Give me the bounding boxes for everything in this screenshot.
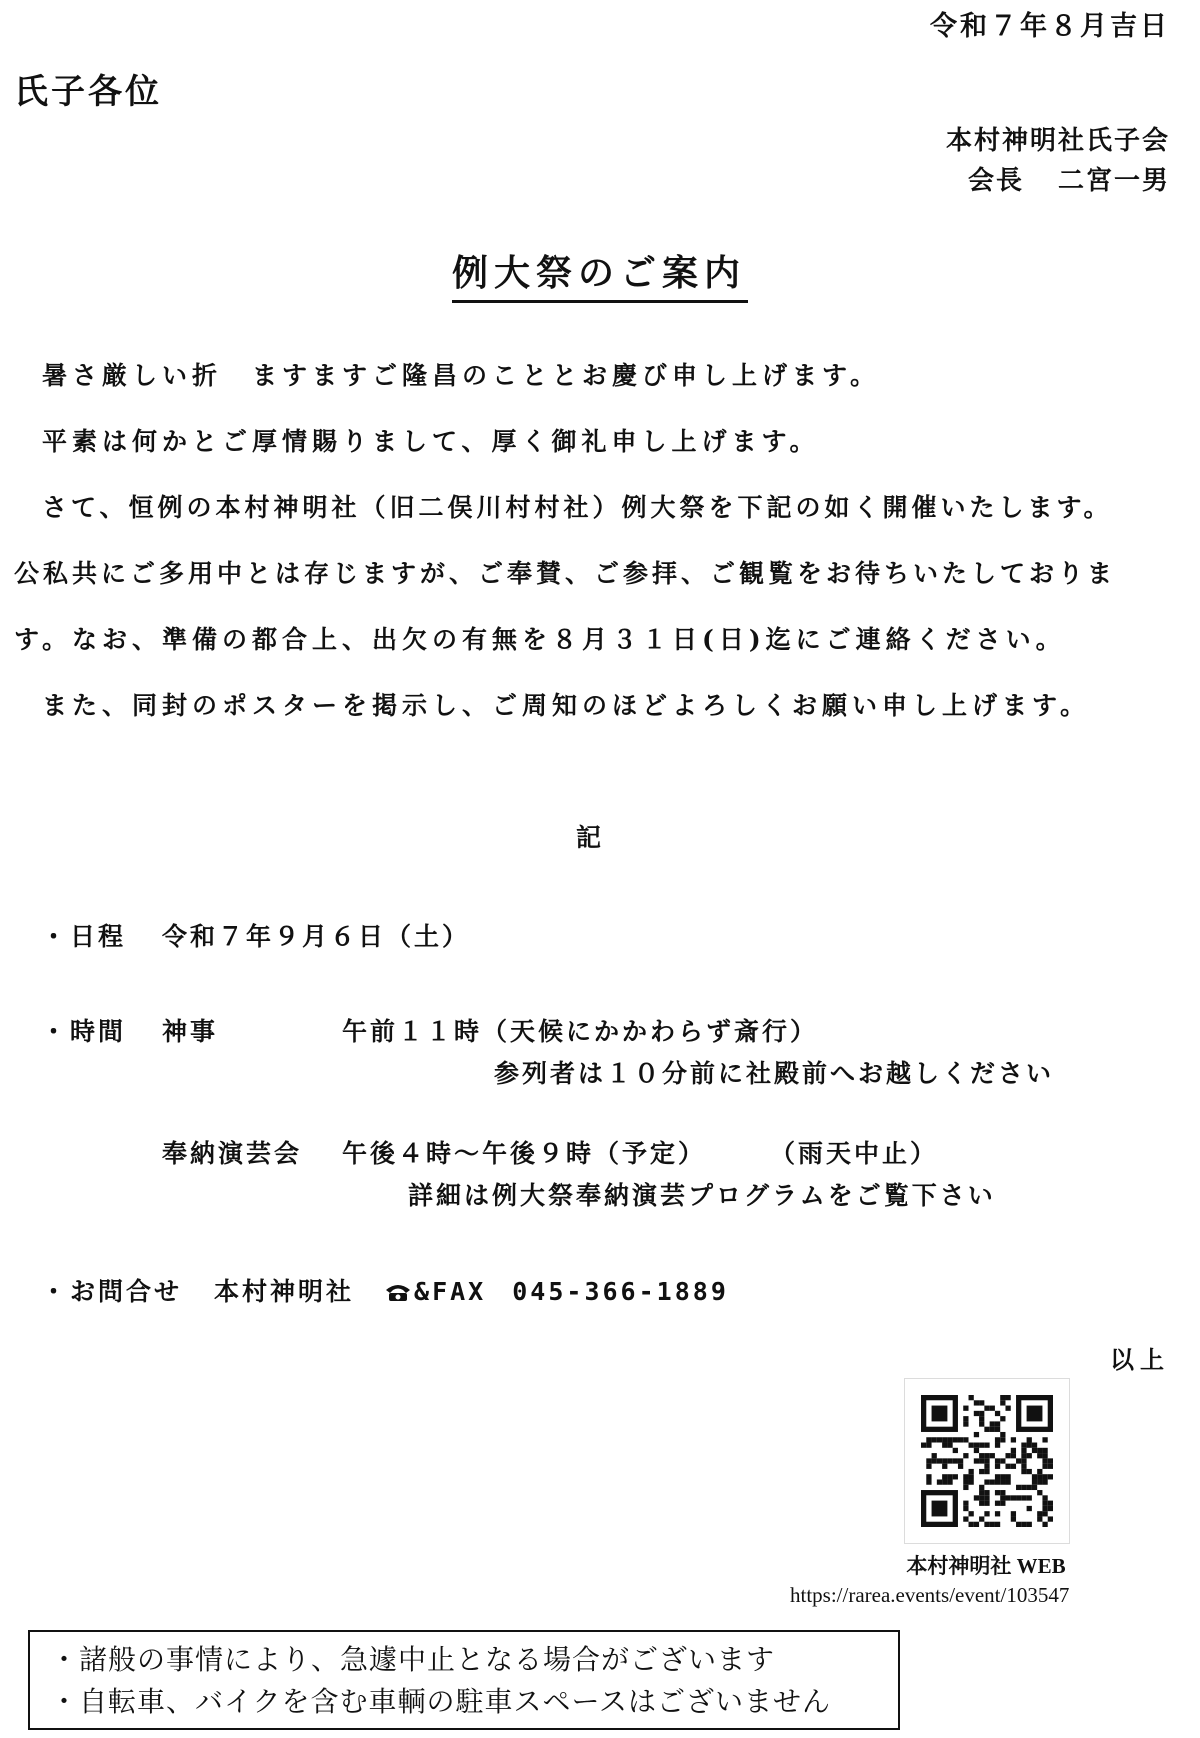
time-item bbox=[40, 1012, 126, 1048]
body-line-1: 暑さ厳しい折 ますますご隆昌のこととお慶び申し上げます。 bbox=[42, 361, 881, 390]
body-line-3: さて、恒例の本村神明社（旧二俣川村村社）例大祭を下記の如く開催いたします。 bbox=[42, 493, 1113, 522]
contact-number: 045-366-1889 bbox=[512, 1277, 729, 1306]
shinji-value: 午前１１時（天候にかかわらず斎行） bbox=[342, 1017, 819, 1046]
engeikai-value: 午後４時～午後９時（予定） bbox=[342, 1139, 707, 1168]
chair-name: 二宮一男 bbox=[1057, 166, 1170, 196]
body-line-4: 公私共にご多用中とは存じますが、ご奉賛、ご参拝、ご観覧をお待ちいたしておりま bbox=[14, 559, 1117, 588]
schedule-label: 日程 bbox=[70, 922, 127, 951]
letter-date: 令和７年８月吉日 bbox=[930, 11, 1170, 42]
schedule-value: 令和７年９月６日（土） bbox=[162, 922, 471, 951]
body-line-5: す。なお、準備の都合上、出欠の有無を８月３１日(日)迄にご連絡ください。 bbox=[14, 625, 1066, 654]
addressee: 氏子各位 bbox=[14, 72, 162, 112]
shinji-label: 神事 bbox=[162, 1017, 219, 1046]
contact-item bbox=[40, 1272, 729, 1308]
bullet: ・ bbox=[40, 922, 69, 951]
time-label: 時間 bbox=[70, 1017, 127, 1046]
contact-label: お問合せ bbox=[70, 1277, 183, 1306]
notice-box bbox=[28, 1630, 900, 1730]
notice-line-2: ・自転車、バイクを含む車輌の駐車スペースはございません bbox=[50, 1685, 832, 1718]
qr-caption: 本村神明社 WEB bbox=[906, 1554, 1066, 1578]
qr-url[interactable]: https://rarea.events/event/103547 bbox=[790, 1583, 1070, 1607]
engeikai-label: 奉納演芸会 bbox=[162, 1139, 303, 1168]
fax-label: &FAX bbox=[414, 1277, 487, 1306]
page-title: 例大祭のご案内 bbox=[452, 245, 748, 303]
telephone-icon bbox=[384, 1279, 412, 1299]
schedule-item bbox=[40, 917, 470, 953]
engeikai-note: 詳細は例大祭奉納演芸プログラムをご覧下さい bbox=[408, 1181, 996, 1210]
ki-heading: 記 bbox=[576, 823, 602, 852]
shinji-note: 参列者は１０分前に社殿前へお越しください bbox=[494, 1059, 1055, 1088]
bullet: ・ bbox=[40, 1017, 69, 1046]
sender-organization: 本村神明社氏子会 bbox=[945, 126, 1170, 156]
contact-name: 本村神明社 bbox=[214, 1277, 355, 1306]
bullet: ・ bbox=[40, 1277, 69, 1306]
notice-line-1: ・諸般の事情により、急遽中止となる場合がございます bbox=[50, 1643, 776, 1676]
chair-title: 会長 bbox=[967, 166, 1024, 196]
qr-code-icon bbox=[921, 1395, 1053, 1527]
closing-mark: 以上 bbox=[1110, 1345, 1170, 1374]
sender-signature bbox=[968, 160, 1170, 197]
body-line-2: 平素は何かとご厚情賜りまして、厚く御礼申し上げます。 bbox=[42, 427, 820, 456]
engeikai-rain-note: （雨天中止） bbox=[770, 1139, 939, 1168]
body-line-6: また、同封のポスターを掲示し、ご周知のほどよろしくお願い申し上げます。 bbox=[42, 691, 1091, 720]
qr-code bbox=[904, 1378, 1070, 1544]
